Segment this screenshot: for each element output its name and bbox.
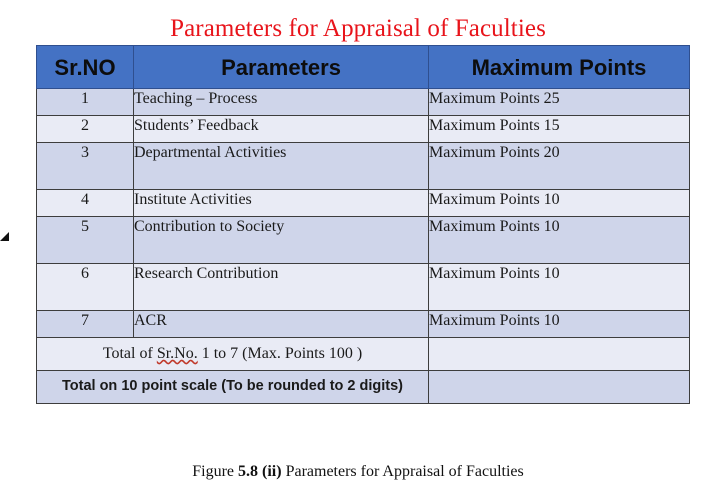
table-row	[37, 264, 690, 311]
row-max-points: Maximum Points 10	[429, 190, 690, 217]
row-parameter: Research Contribution	[134, 264, 429, 311]
row-parameter: Students’ Feedback	[134, 116, 429, 143]
row-max-points: Maximum Points 10	[429, 311, 690, 338]
row-parameter: Institute Activities	[134, 190, 429, 217]
row-max-points: Maximum Points 10	[429, 264, 690, 311]
scale-label: Total on 10 point scale (To be rounded to 2 digits)	[37, 371, 429, 404]
total-srno: Sr.No.	[156, 345, 198, 362]
caption-prefix: Figure	[192, 463, 239, 480]
row-srno: 3	[37, 143, 134, 190]
table-row	[37, 190, 690, 217]
row-srno: 6	[37, 264, 134, 311]
row-max-points: Maximum Points 15	[429, 116, 690, 143]
table-row	[37, 143, 690, 190]
row-srno: 4	[37, 190, 134, 217]
table-row	[37, 89, 690, 116]
row-srno: 5	[37, 217, 134, 264]
table-row	[37, 311, 690, 338]
total-prefix: Total of	[102, 345, 157, 362]
triangle-marker-icon	[0, 232, 9, 241]
total-row	[37, 338, 690, 371]
caption-number: 5.8 (ii)	[238, 463, 282, 480]
row-parameter: Departmental Activities	[134, 143, 429, 190]
row-max-points: Maximum Points 25	[429, 89, 690, 116]
table-row	[37, 116, 690, 143]
total-value-cell	[429, 338, 690, 371]
page-title: Parameters for Appraisal of Faculties	[170, 15, 546, 42]
header-parameters: Parameters	[134, 46, 429, 89]
row-srno: 7	[37, 311, 134, 338]
total-suffix: 1 to 7 (Max. Points 100 )	[197, 345, 363, 362]
figure-caption	[0, 462, 716, 482]
table-row	[37, 217, 690, 264]
caption-text: Parameters for Appraisal of Faculties	[281, 463, 524, 480]
scale-row	[37, 371, 690, 404]
table-header-row	[37, 46, 690, 89]
appraisal-table	[36, 45, 690, 404]
row-max-points: Maximum Points 10	[429, 217, 690, 264]
scale-value-cell	[429, 371, 690, 404]
header-srno: Sr.NO	[37, 46, 134, 89]
row-srno: 2	[37, 116, 134, 143]
row-srno: 1	[37, 89, 134, 116]
total-label	[37, 338, 429, 371]
header-maximum-points: Maximum Points	[429, 46, 690, 89]
row-parameter: ACR	[134, 311, 429, 338]
row-max-points: Maximum Points 20	[429, 143, 690, 190]
row-parameter: Contribution to Society	[134, 217, 429, 264]
row-parameter: Teaching – Process	[134, 89, 429, 116]
